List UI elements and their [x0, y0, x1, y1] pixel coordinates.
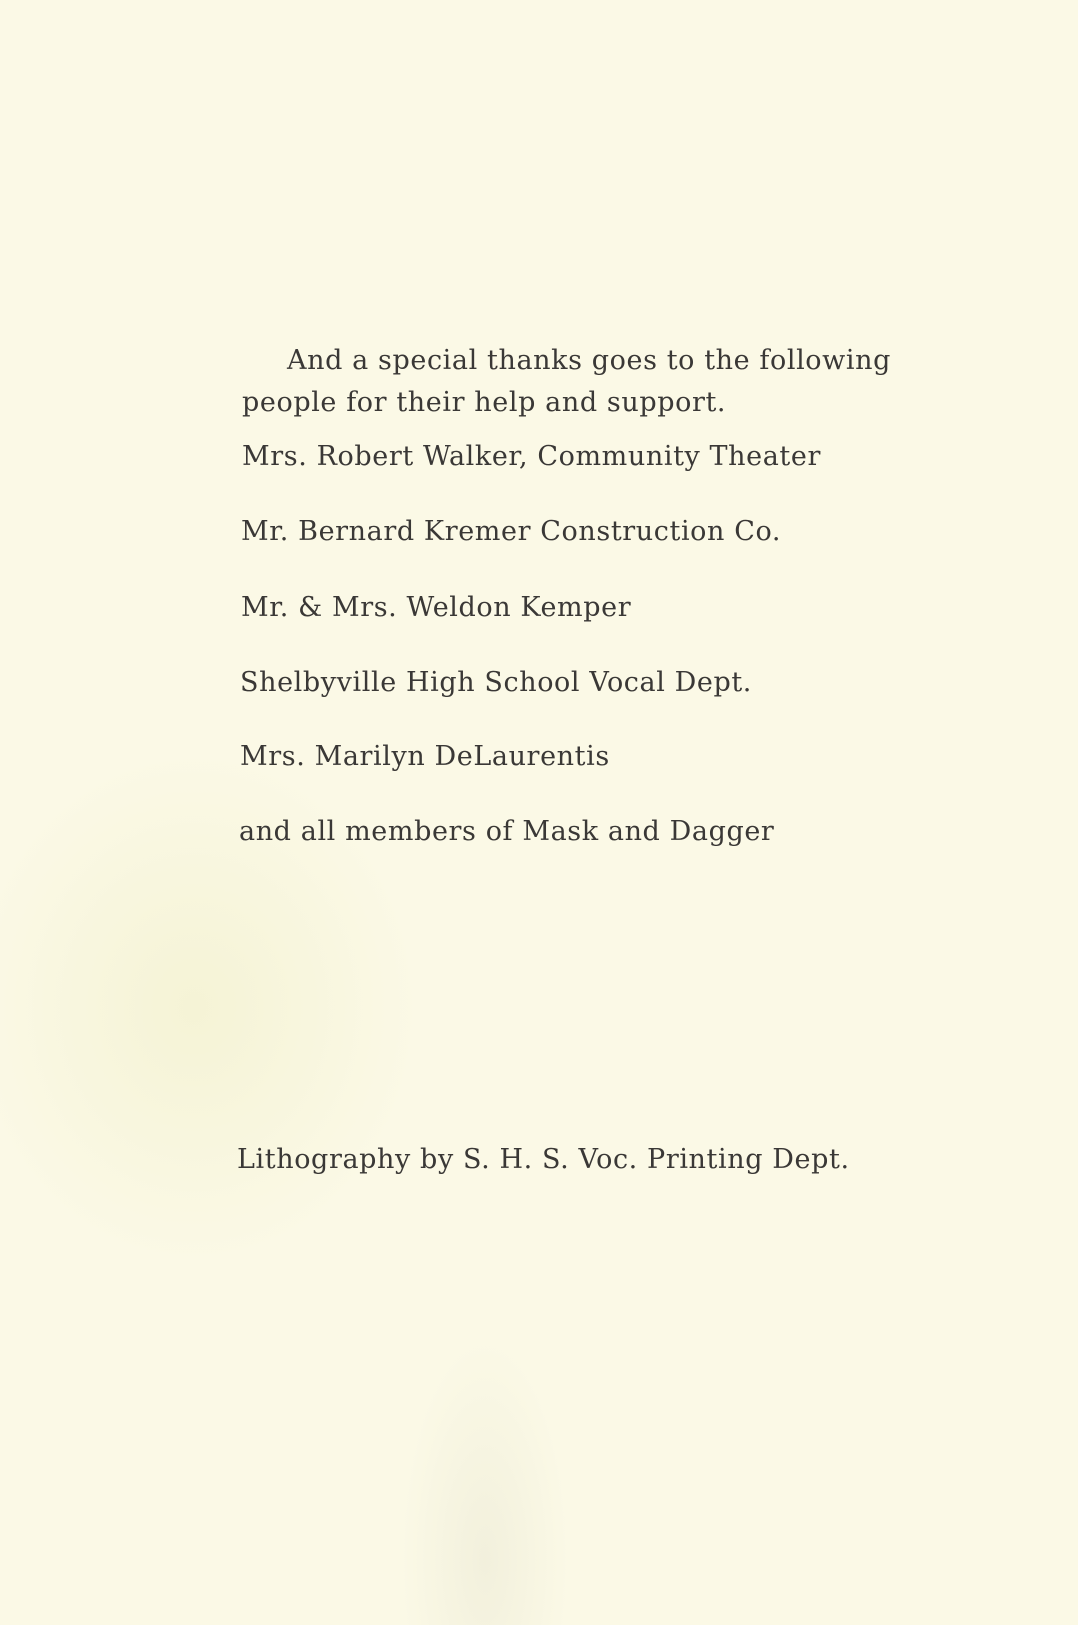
- acknowledgement-item: Mrs. Robert Walker, Community Theater: [242, 441, 821, 472]
- acknowledgement-item: Mr. Bernard Kremer Construction Co.: [241, 516, 782, 547]
- intro-paragraph: [242, 340, 922, 424]
- intro-line-2: people for their help and support.: [242, 387, 727, 418]
- acknowledgement-item: Mr. & Mrs. Weldon Kemper: [241, 592, 632, 623]
- acknowledgement-item: Shelbyville High School Vocal Dept.: [240, 667, 752, 698]
- acknowledgement-item: Mrs. Marilyn DeLaurentis: [240, 741, 610, 772]
- acknowledgement-item: and all members of Mask and Dagger: [239, 816, 775, 847]
- intro-line-1: And a special thanks goes to the following: [287, 345, 891, 376]
- lithography-credit: Lithography by S. H. S. Voc. Printing Dept.: [237, 1144, 850, 1175]
